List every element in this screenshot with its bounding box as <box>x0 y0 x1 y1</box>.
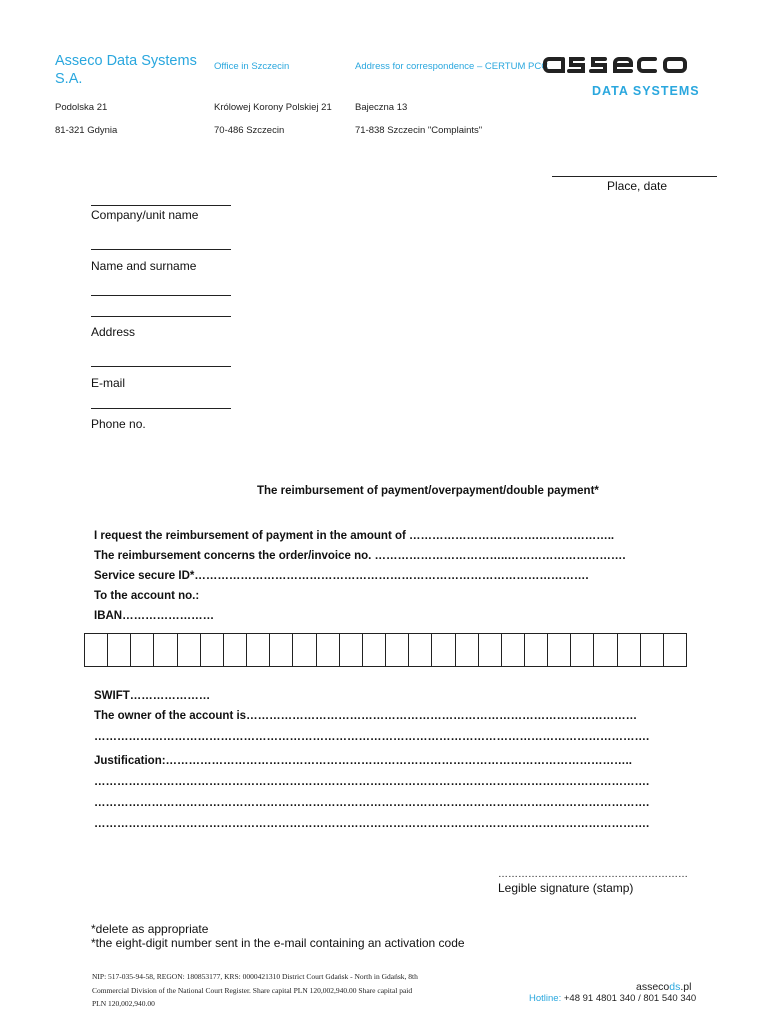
owner-continuation[interactable]: ………………………………………………………………………………………………………………………………. <box>94 731 650 743</box>
name-line[interactable] <box>91 249 231 250</box>
hotline-label: Hotline: <box>529 993 562 1004</box>
iban-cell[interactable] <box>293 634 316 666</box>
iban-cell[interactable] <box>340 634 363 666</box>
iban-cell[interactable] <box>131 634 154 666</box>
iban-cell[interactable] <box>548 634 571 666</box>
company-line[interactable] <box>91 205 231 206</box>
footer-legal-1: NIP: 517-035-94-58, REGON: 180853177, KRS: 0000421310 District Court Gdańsk - North in Gdańsk, 8th <box>92 972 418 981</box>
website-suffix: .pl <box>680 981 692 993</box>
company-label: Company/unit name <box>91 208 199 222</box>
hotline-number: +48 91 4801 340 / 801 540 340 <box>561 993 697 1004</box>
iban-cell[interactable] <box>363 634 386 666</box>
iban-cell[interactable] <box>456 634 479 666</box>
iban-cell[interactable] <box>178 634 201 666</box>
office-label: Office in Szczecin <box>214 61 290 72</box>
note-delete: *delete as appropriate <box>91 922 209 936</box>
address-col2-line2: 70-486 Szczecin <box>214 125 285 136</box>
justification-field[interactable]: Justification:………………………………………………………………………………………………………….. <box>94 755 632 767</box>
address-col3-line2: 71-838 Szczecin "Complaints" <box>355 125 483 136</box>
phone-label: Phone no. <box>91 417 146 431</box>
justification-line-2[interactable]: ………………………………………………………………………………………………………………………………. <box>94 797 650 809</box>
email-line[interactable] <box>91 366 231 367</box>
iban-cell[interactable] <box>664 634 686 666</box>
email-label: E-mail <box>91 376 126 390</box>
iban-cell[interactable] <box>479 634 502 666</box>
place-date-line[interactable] <box>552 176 717 177</box>
service-id-field[interactable]: Service secure ID*…………………………………………………………………………………………. <box>94 570 589 582</box>
iban-cell[interactable] <box>641 634 664 666</box>
logo-subtitle: DATA SYSTEMS <box>592 84 700 98</box>
address-col1-line1: Podolska 21 <box>55 102 108 113</box>
iban-cell[interactable] <box>108 634 131 666</box>
footer-legal-3: PLN 120,002,940.00 <box>92 999 155 1008</box>
form-title: The reimbursement of payment/overpayment/double payment* <box>257 485 599 497</box>
iban-cell[interactable] <box>247 634 270 666</box>
iban-cell[interactable] <box>85 634 108 666</box>
address-label: Address <box>91 325 136 339</box>
owner-field[interactable]: The owner of the account is………………………………………………………………………………………… <box>94 710 638 722</box>
company-name <box>55 52 197 88</box>
account-label: To the account no.: <box>94 590 200 602</box>
iban-cell[interactable] <box>224 634 247 666</box>
place-date-label: Place, date <box>607 179 668 193</box>
iban-cell[interactable] <box>432 634 455 666</box>
company-name-line2: S.A. <box>55 71 83 87</box>
iban-label: IBAN…………………… <box>94 610 215 622</box>
iban-cell[interactable] <box>502 634 525 666</box>
iban-cell[interactable] <box>594 634 617 666</box>
name-label: Name and surname <box>91 259 197 273</box>
amount-field[interactable]: I request the reimbursement of payment in the amount of …………………………….……………….. <box>94 530 615 542</box>
iban-grid[interactable] <box>84 633 687 667</box>
iban-cell[interactable] <box>409 634 432 666</box>
address-col2-line1: Królowej Korony Polskiej 21 <box>214 102 332 113</box>
phone-line[interactable] <box>91 408 231 409</box>
iban-cell[interactable] <box>317 634 340 666</box>
iban-cell[interactable] <box>571 634 594 666</box>
footer-legal-2: Commercial Division of the National Court Register. Share capital PLN 120,002,940.00 Share capital paid <box>92 986 413 995</box>
iban-cell[interactable] <box>201 634 224 666</box>
order-field[interactable]: The reimbursement concerns the order/invoice no. ……………………………..…………………………. <box>94 550 626 562</box>
address-col3-line1: Bajeczna 13 <box>355 102 408 113</box>
footer-hotline <box>529 993 696 1004</box>
iban-cell[interactable] <box>525 634 548 666</box>
address-col1-line2: 81-321 Gdynia <box>55 125 118 136</box>
footer-website[interactable] <box>636 981 691 993</box>
iban-cell[interactable] <box>618 634 641 666</box>
iban-cell[interactable] <box>270 634 293 666</box>
signature-line[interactable]: ………………………………………………… <box>498 869 688 880</box>
note-activation-code: *the eight-digit number sent in the e-mail containing an activation code <box>91 936 465 950</box>
iban-cell[interactable] <box>386 634 409 666</box>
correspondence-label: Address for correspondence – CERTUM PCC <box>355 61 549 72</box>
justification-line-1[interactable]: ………………………………………………………………………………………………………………………………. <box>94 776 650 788</box>
swift-field[interactable]: SWIFT………………… <box>94 690 211 702</box>
iban-cell[interactable] <box>154 634 177 666</box>
company-name-line1: Asseco Data Systems <box>55 53 197 69</box>
signature-label: Legible signature (stamp) <box>498 881 634 895</box>
justification-line-3[interactable]: ………………………………………………………………………………………………………………………………. <box>94 818 650 830</box>
address-line-1[interactable] <box>91 295 231 296</box>
website-accent: ds <box>669 981 681 993</box>
address-line-2[interactable] <box>91 316 231 317</box>
website-prefix: asseco <box>636 981 670 993</box>
